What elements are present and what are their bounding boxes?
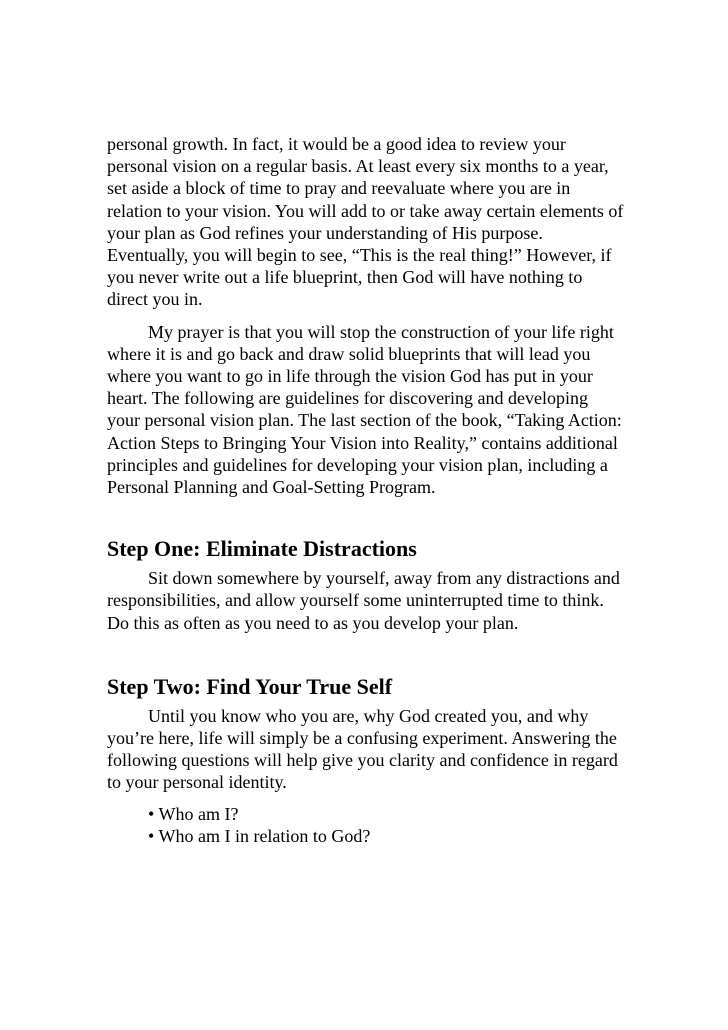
paragraph-review-vision: personal growth. In fact, it would be a good idea to review your personal vision on a regular basis. At least every six months to a year, set aside a block of time to pray and reevaluate where you are in relation to your vision. You will add to or take away certain elements of your plan as God refines your understanding of His purpose. Eventually, you will begin to see, “This is the real thing!” However, if you never write out a life blueprint, then God will have nothing to direct you in. [107, 134, 624, 310]
paragraph-prayer-blueprints: My prayer is that you will stop the construction of your life right where it is and go back and draw solid blueprints that will lead you where you want to go in life through the vision God has put in your heart. The following are guidelines for discovering and developing your personal vision plan. The last section of the book, “Taking Action: Action Steps to Bringing Your Vision into Reality,” contains additional principles and guidelines for developing your vision plan, including a Personal Planning and Goal-Setting Program. [107, 321, 622, 498]
paragraph-step-one-body: Sit down somewhere by yourself, away from any distractions and responsibilities, and allow yourself some uninterrupted time to think. Do this as often as you need to as you develop your plan. [107, 568, 620, 633]
list-item: • Who am I? [148, 803, 239, 824]
list-item: • Who am I in relation to God? [148, 825, 371, 846]
document-page [107, 133, 624, 847]
heading-step-one: Step One: Eliminate Distractions [107, 536, 417, 562]
question-list [107, 803, 624, 847]
heading-step-two: Step Two: Find Your True Self [107, 673, 393, 699]
paragraph-step-two-body: Until you know who you are, why God created you, and why you’re here, life will simply be a confusing experiment. Answering the following questions will help give you clarity and confidence in regard to your personal identity. [107, 705, 618, 793]
